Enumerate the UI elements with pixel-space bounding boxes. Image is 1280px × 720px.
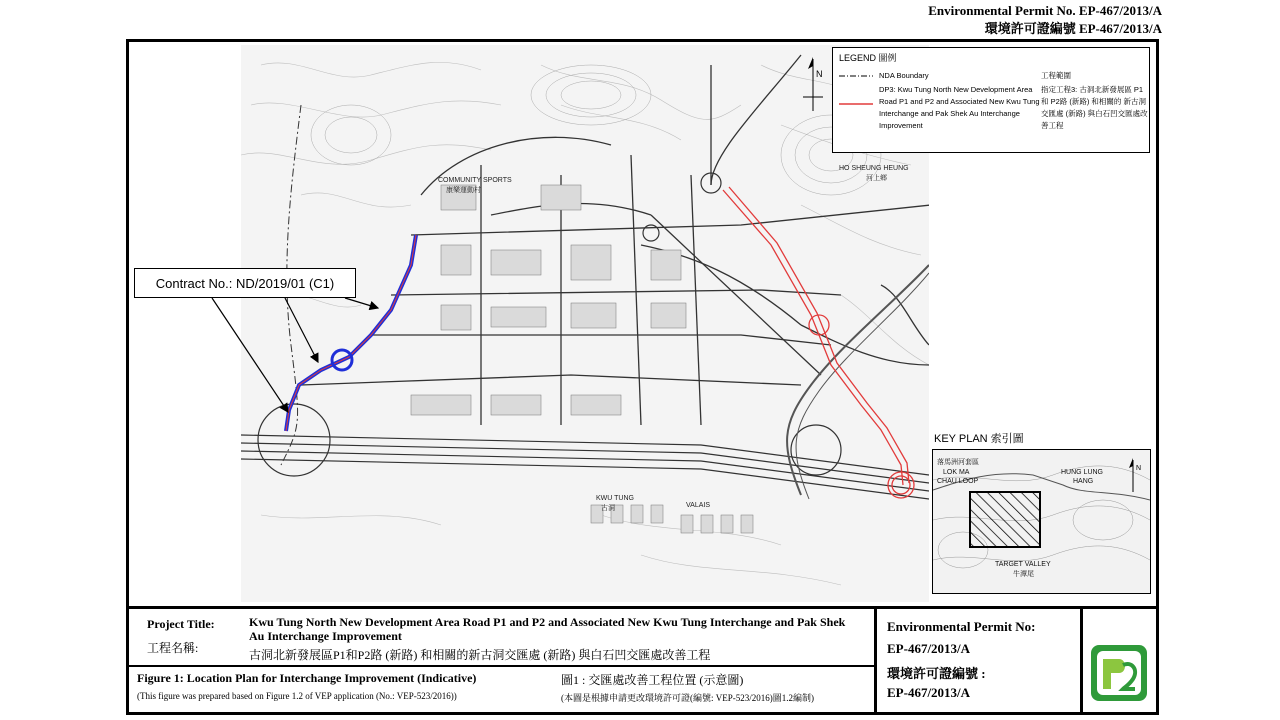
title-divider [129,665,874,667]
kp-lok-ma-chau-en-1: LOK MA [943,469,970,476]
title-block [129,606,1156,715]
label-ho-sheung-heung-en: HO SHEUNG HEUNG [839,165,909,172]
project-title-label-en: Project Title: [147,617,215,631]
location-map[interactable] [241,45,929,602]
kp-north-label: N [1136,465,1142,472]
figure-title-en: Figure 1: Location Plan for Interchange Improvement (Indicative) [137,671,477,685]
north-label: N [816,69,823,79]
epd-logo-icon [1083,609,1156,715]
project-title-en: Kwu Tung North New Development Area Road P1 and P2 and Associated New Kwu Tung Interchange and Pak Shek Au Interchange Improvement [249,615,846,643]
project-area-hatch [970,492,1040,547]
ep-label-zh: 環境許可證編號 : [887,666,986,681]
label-community-sports-en: COMMUNITY SPORTS [438,177,512,184]
legend-title: LEGEND 圖例 [839,53,897,63]
north-arrow-icon [799,55,827,115]
ep-value-1: EP-467/2013/A [887,641,971,656]
red-route-icon [839,92,873,116]
label-kwu-tung-zh: 古洞 [601,505,615,512]
legend-row-dp3 [839,84,1148,144]
legend-row-nda [839,70,1143,82]
figure-note-zh: (本圖是根據申請更改環境許可證(編號: VEP-523/2016)圖1.2編制) [561,693,814,703]
permit-line-zh: 環境許可證編號 EP-467/2013/A [984,21,1162,36]
label-ho-sheung-heung-zh: 河上鄉 [866,175,887,182]
kp-hung-lung-hang-en-1: HUNG LUNG [1061,469,1104,476]
title-block-left [129,609,877,715]
ep-value-2: EP-467/2013/A [887,685,971,700]
kp-lok-ma-chau-en-2: CHAU LOOP [937,478,979,485]
label-kwu-tung-en: KWU TUNG [596,495,634,502]
project-title-label-zh: 工程名稱: [147,641,199,655]
key-plan [932,449,1151,594]
label-valais: VALAIS [686,502,710,509]
legend-nda-en: NDA Boundary [879,71,929,80]
ep-label-en: Environmental Permit No: [887,619,1036,634]
contract-callout: Contract No.: ND/2019/01 (C1) [134,268,356,298]
figure-title-zh: 圖1 : 交匯處改善工程位置 (示意圖) [561,673,744,687]
permit-header [928,2,1162,38]
project-title-zh: 古洞北新發展區P1和P2路 (新路) 和相關的新古洞交匯處 (新路) 與白石凹交匯處改善工程 [249,648,711,662]
kp-target-valley-zh: 牛潭尾 [1013,571,1034,578]
legend-dp3-en: DP3: Kwu Tung North New Development Area Road P1 and P2 and Associated New Kwu Tung Interchange and Pak Shek Au Interchange Improvement [879,85,1040,130]
legend [832,47,1150,153]
dash-dot-line-icon [839,70,873,82]
kp-lok-ma-chau-zh: 落馬洲河套區 [937,459,979,466]
kp-target-valley-en: TARGET VALLEY [995,561,1051,568]
key-plan-title: KEY PLAN 索引圖 [934,433,1024,445]
kp-hung-lung-hang-en-2: HANG [1073,478,1094,485]
label-community-sports-zh: 康樂運動村 [446,187,481,194]
legend-dp3-zh: 指定工程3: 古洞北新發展區 P1 和 P2路 (新路) 和相關的 新古洞交匯處 (新路) 與白石凹交匯處改善工程 [1041,85,1148,130]
figure-note-en: (This figure was prepared based on Figure 1.2 of VEP application (No.: VEP-523/2016)) [137,691,457,701]
title-block-permit [877,609,1083,715]
legend-nda-zh: 工程範圍 [1041,71,1071,80]
permit-line-en: Environmental Permit No. EP-467/2013/A [928,3,1162,18]
